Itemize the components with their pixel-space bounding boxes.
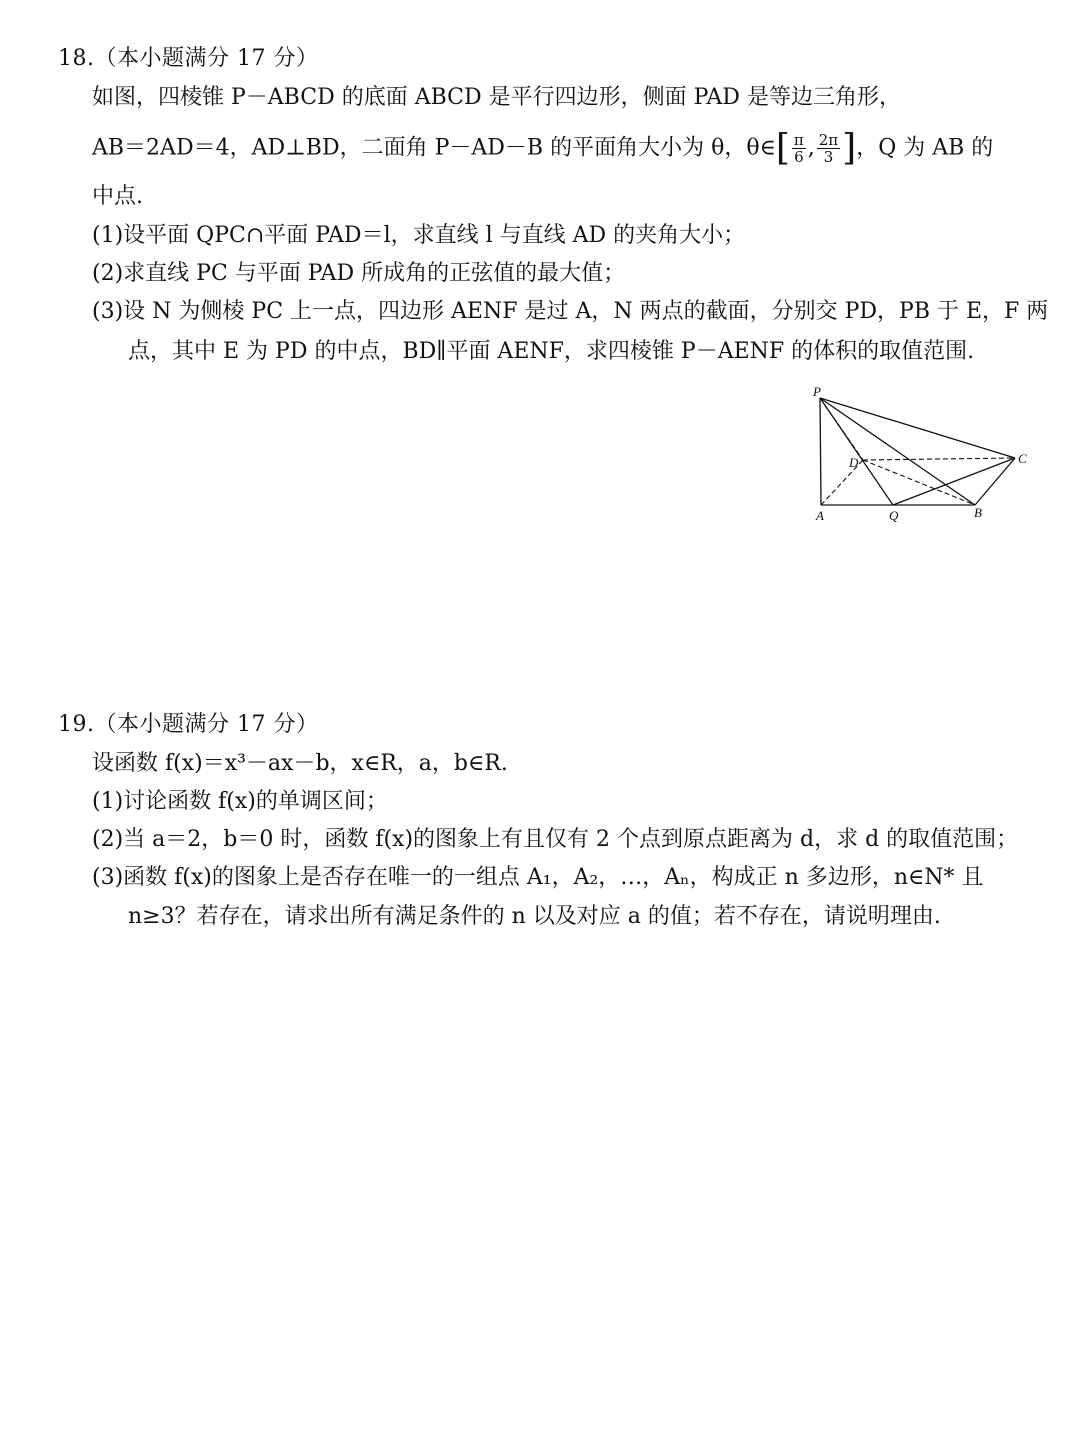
q18-part1: (1)设平面 QPC∩平面 PAD＝l，求直线 l 与直线 AD 的夹角大小； xyxy=(92,223,746,248)
edge-QC xyxy=(893,458,1015,505)
fraction-pi-6 xyxy=(792,132,806,165)
q19-part3-line2: n≥3？若存在，请求出所有满足条件的 n 以及对应 a 的值；若不存在，请说明理由. xyxy=(128,904,941,929)
label-D: D xyxy=(849,455,859,470)
frac2-denominator: 3 xyxy=(823,148,834,166)
pyramid-figure xyxy=(805,380,1045,525)
q18-line2-post: ，Q 为 AB 的 xyxy=(856,135,994,161)
q18-header: 18.（本小题满分 17 分） xyxy=(58,46,319,71)
fraction-2pi-3 xyxy=(817,132,840,165)
q19-line1: 设函数 f(x)＝x³－ax－b，x∈R，a，b∈R. xyxy=(92,751,508,776)
label-B: B xyxy=(974,505,982,520)
right-bracket: ] xyxy=(842,127,857,169)
label-P: P xyxy=(813,384,821,399)
edge-PC xyxy=(820,398,1015,458)
left-bracket: [ xyxy=(775,127,790,169)
frac1-denominator: 6 xyxy=(794,148,804,166)
q18-part3-line1: (3)设 N 为侧棱 PC 上一点，四边形 AENF 是过 A，N 两点的截面，分别交 PD，PB 于 E，F 两 xyxy=(92,299,1049,324)
edge-PB xyxy=(820,398,975,505)
q18-line1: 如图，四棱锥 P－ABCD 的底面 ABCD 是平行四边形，侧面 PAD 是等边三角形， xyxy=(92,85,901,110)
q18-line2-pre: AB＝2AD＝4，AD⊥BD，二面角 P－AD－B 的平面角大小为 θ，θ∈ xyxy=(92,135,776,161)
q18-line3: 中点. xyxy=(92,184,143,209)
q19-part1: (1)讨论函数 f(x)的单调区间； xyxy=(92,789,388,814)
frac1-numerator: π xyxy=(793,131,804,149)
frac2-numerator: 2π xyxy=(818,131,839,149)
edge-DC xyxy=(863,458,1015,460)
edge-PA xyxy=(820,398,821,505)
label-A: A xyxy=(816,508,824,523)
label-C: C xyxy=(1018,451,1027,466)
label-Q: Q xyxy=(889,508,899,523)
q19-header: 19.（本小题满分 17 分） xyxy=(58,712,319,737)
q18-part3-line2: 点，其中 E 为 PD 的中点，BD∥平面 AENF，求四棱锥 P－AENF 的体积的取值范围. xyxy=(128,339,975,364)
q18-part2: (2)求直线 PC 与平面 PAD 所成角的正弦值的最大值； xyxy=(92,261,626,286)
q18-line2: AB＝2AD＝4，AD⊥BD，二面角 P－AD－B 的平面角大小为 θ，θ∈[ $\frac{\pi}{6}$ , $\frac{2\pi}{3}$ ]，Q 为 AB 的 xyxy=(92,127,994,169)
q19-part2: (2)当 a＝2，b＝0 时，函数 f(x)的图象上有且仅有 2 个点到原点距离为 d，求 d 的取值范围； xyxy=(92,827,1019,852)
q19-part3-line1: (3)函数 f(x)的图象上是否存在唯一的一组点 A₁，A₂，…，Aₙ，构成正 n 多边形，n∈N* 且 xyxy=(92,865,984,890)
